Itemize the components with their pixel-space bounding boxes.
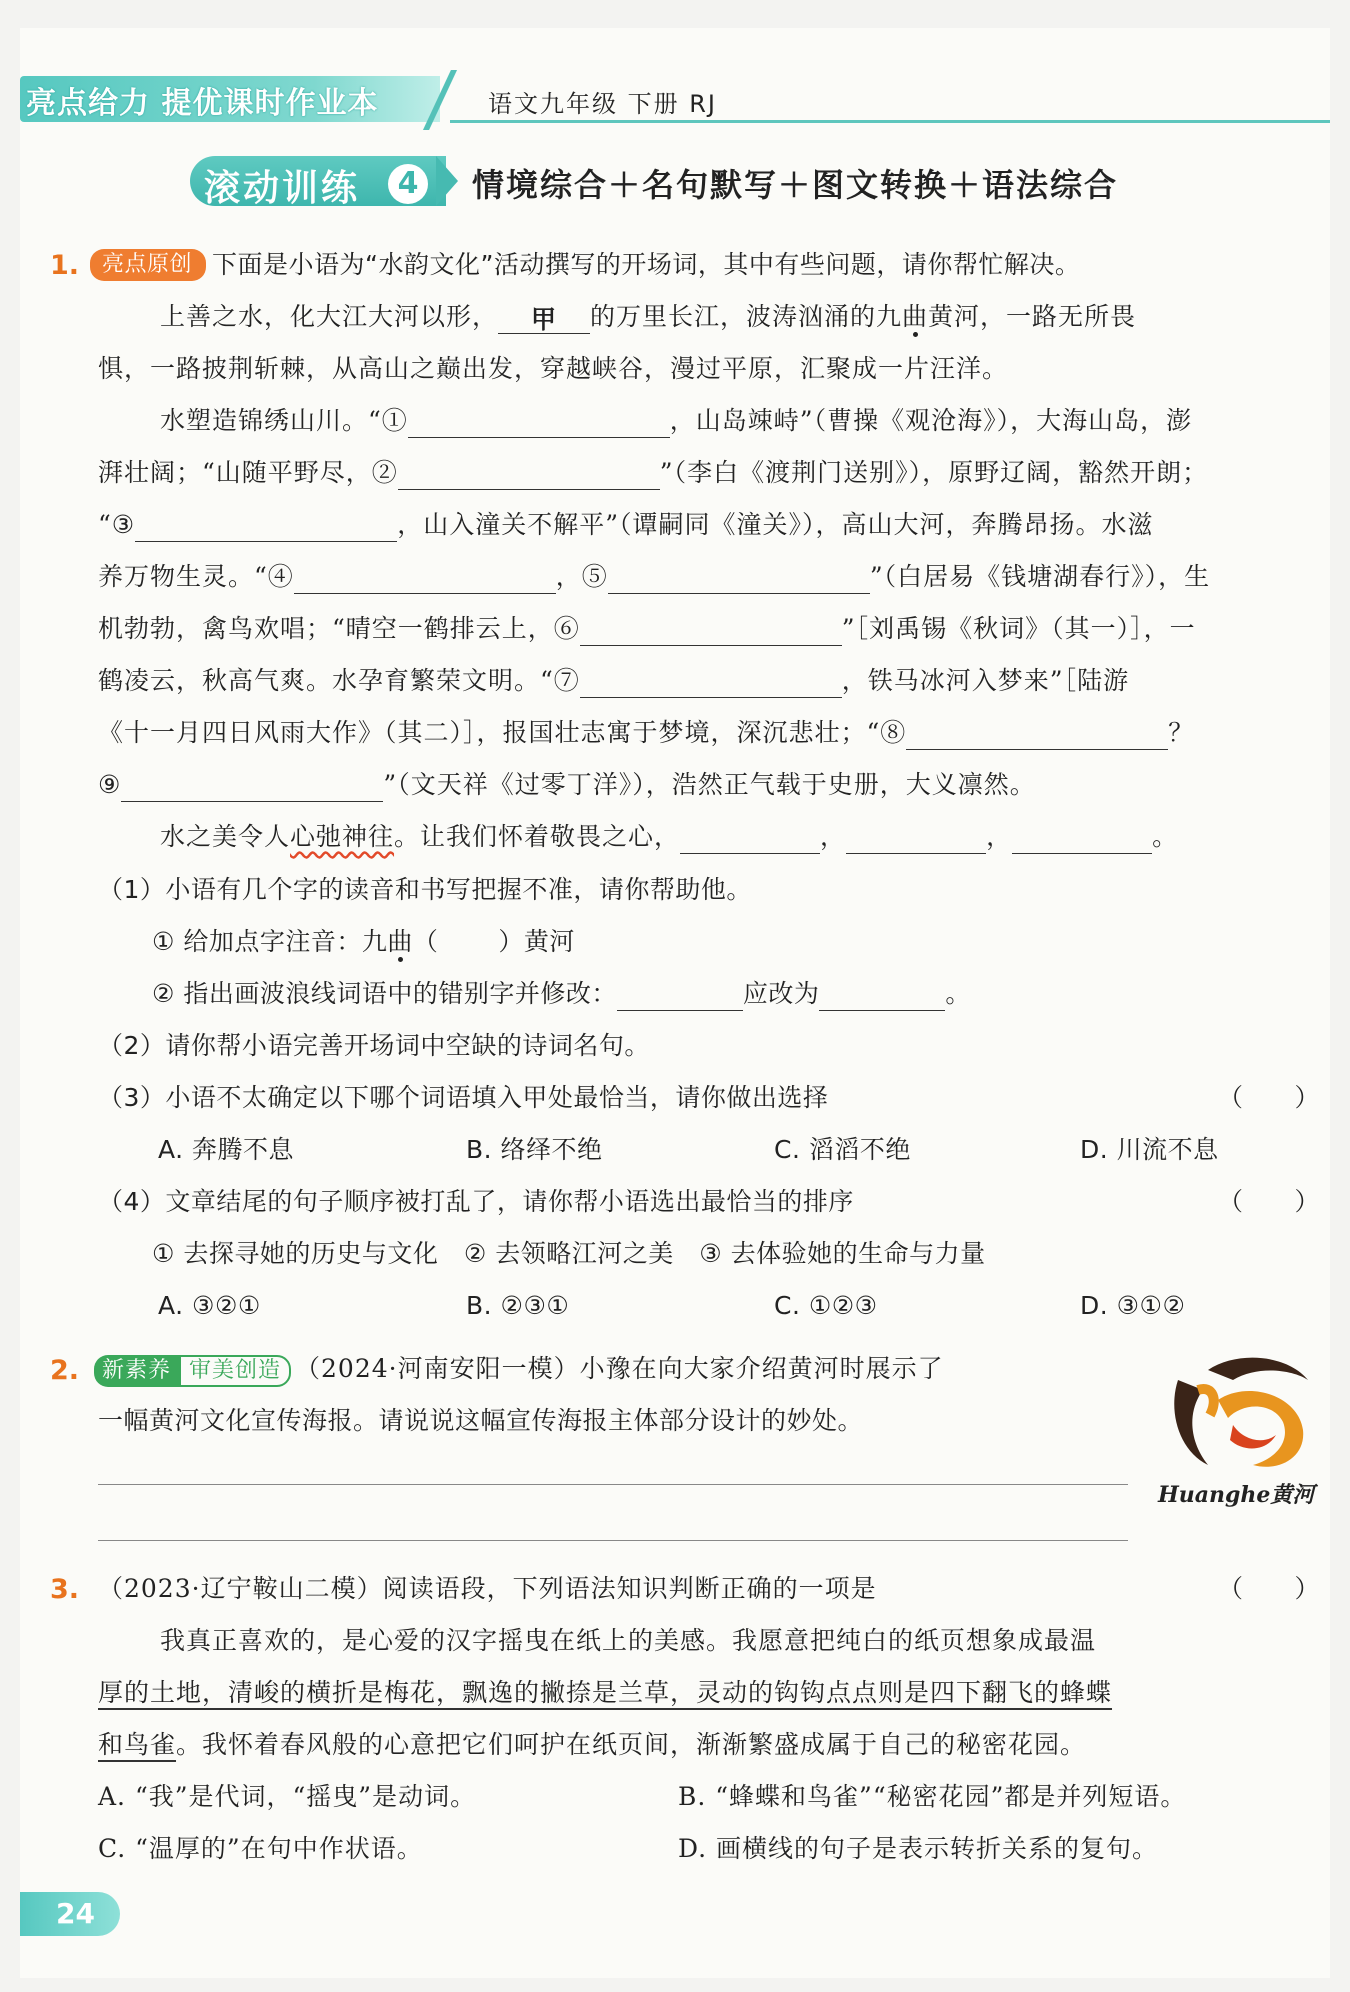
blank-7[interactable] — [580, 667, 842, 698]
q1-tag-original: 亮点原创 — [90, 249, 206, 281]
blank-1[interactable] — [408, 407, 670, 438]
q1-para3 — [160, 820, 1350, 854]
text: ”（白居易《钱塘湖春行》），生 — [869, 562, 1211, 591]
header-brand: 亮点给力 提优课时作业本 — [26, 86, 379, 121]
q1-para2-line4 — [98, 560, 1318, 594]
underlined-text: 和鸟雀 — [98, 1730, 177, 1759]
logo-caption: Huanghe黄河 — [1158, 1482, 1315, 1508]
q1-sub1: （1）小语有几个字的读音和书写把握不准，请你帮助他。 — [98, 875, 752, 904]
text: ，山入潼关不解平”（谭嗣同《潼关》），高山大河，奔腾昂扬。水滋 — [397, 510, 1154, 539]
q2-tag-aesthetic: 审美创造 — [179, 1355, 291, 1387]
huanghe-logo-icon — [1158, 1340, 1330, 1480]
q1-para2-line7 — [98, 716, 1318, 750]
q1-para2-line3 — [98, 508, 1318, 542]
text: 养万物生灵。“④ — [98, 562, 294, 591]
wrong-char-blank[interactable] — [617, 980, 743, 1011]
blank-3[interactable] — [135, 511, 397, 542]
q2-tag-new: 新素养 — [94, 1355, 179, 1387]
correct-char-blank[interactable] — [819, 980, 945, 1011]
blank-jia[interactable] — [498, 303, 590, 334]
blank-end-2[interactable] — [846, 823, 986, 854]
option-b[interactable]: B. 络绎不绝 — [466, 1135, 603, 1164]
blank-8[interactable] — [906, 719, 1168, 750]
q1-sub4: （4）文章结尾的句子顺序被打乱了，请你帮小语选出最恰当的排序 — [98, 1187, 854, 1216]
blank-5[interactable] — [608, 563, 870, 594]
section-title — [190, 152, 1190, 212]
dotted-char-qu: 曲 — [387, 927, 413, 956]
q1-para2-line1 — [160, 404, 1350, 438]
text: 机勃勃，禽鸟欢唱；“晴空一鹤排云上，⑥ — [98, 614, 580, 643]
q1-intro: 下面是小语为“水韵文化”活动撰写的开场词，其中有些问题，请你帮忙解决。 — [212, 250, 1081, 279]
text: 。 — [1152, 822, 1179, 851]
text: ”（文天祥《过零丁洋》），浩然正气载于史册，大义凛然。 — [383, 770, 1036, 799]
q2-line2: 一幅黄河文化宣传海报。请说说这幅宣传海报主体部分设计的妙处。 — [98, 1406, 864, 1435]
text: 。 — [945, 979, 971, 1008]
q1-para1-line1 — [160, 300, 1320, 334]
q1-sub4-answer[interactable]: （ ） — [1217, 1187, 1320, 1216]
text: （ — [412, 927, 439, 956]
q1-intro-line — [90, 248, 1310, 283]
header-rule — [450, 120, 1330, 123]
option-b[interactable]: B. ②③① — [466, 1291, 570, 1320]
text: ”［刘禹锡《秋词》（其一）］，一 — [841, 614, 1196, 643]
q1-para2-line2 — [98, 456, 1318, 490]
text: ， — [820, 822, 847, 851]
option-a[interactable]: A. “我”是代词，“摇曳”是动词。 — [98, 1782, 477, 1811]
text: ，⑤ — [555, 562, 608, 591]
q2-line1 — [94, 1352, 1144, 1387]
q1-para1-line2: 惧，一路披荆斩棘，从高山之巅出发，穿越峡谷，漫过平原，汇聚成一片汪洋。 — [98, 354, 1009, 383]
huanghe-poster-logo — [1158, 1340, 1330, 1520]
text: 湃壮阔；“山随平野尽，② — [98, 458, 398, 487]
option-c[interactable]: C. ①②③ — [774, 1291, 878, 1320]
title-arrow-icon — [436, 156, 458, 206]
option-d[interactable]: D. 川流不息 — [1080, 1135, 1219, 1164]
text: 上善之水，化大江大河以形， — [160, 302, 499, 331]
dotted-char-qu: 曲 — [902, 302, 929, 331]
blank-2[interactable] — [398, 459, 660, 490]
q2-number: 2. — [50, 1355, 80, 1386]
header — [20, 70, 1330, 130]
q3-passage-line2: 厚的土地，清峻的横折是梅花，飘逸的撇捺是兰草，灵动的钩钩点点则是四下翻飞的蜂蝶 — [98, 1678, 1113, 1707]
option-d[interactable]: D. 画横线的句子是表示转折关系的复句。 — [678, 1834, 1159, 1863]
q1-para2-line5 — [98, 612, 1318, 646]
q1-sub1b — [152, 977, 1350, 1011]
q3-stem: （2023·辽宁鞍山二模）阅读语段，下列语法知识判断正确的一项是 — [98, 1574, 877, 1603]
q3-passage-line1: 我真正喜欢的，是心爱的汉字摇曳在纸上的美感。我愿意把纯白的纸页想象成最温 — [160, 1626, 1097, 1655]
text: 的万里长江，波涛汹涌的九 — [590, 302, 903, 331]
text: ）黄河 — [498, 927, 575, 956]
text: 。我怀着春风般的心意把它们呵护在纸页间，渐渐繁盛成属于自己的秘密花园。 — [176, 1730, 1087, 1759]
q3-answer[interactable]: （ ） — [1217, 1574, 1320, 1603]
q1-number: 1. — [50, 250, 80, 281]
text: ，铁马冰河入梦来”［陆游 — [841, 666, 1130, 695]
q3-number: 3. — [50, 1574, 80, 1605]
text: ，山岛竦峙”（曹操《观沧海》），大海山岛，澎 — [669, 406, 1193, 435]
blank-4[interactable] — [294, 563, 556, 594]
q1-para2-line6 — [98, 664, 1318, 698]
text: ”（李白《渡荆门送别》），原野辽阔，豁然开朗； — [659, 458, 1209, 487]
text: 《十一月四日风雨大作》（其二）］，报国壮志寓于梦境，深沉悲壮；“⑧ — [98, 718, 907, 747]
q3-passage-line3 — [98, 1728, 1318, 1762]
q2-answer-line-1[interactable] — [98, 1484, 1128, 1485]
blank-6[interactable] — [580, 615, 842, 646]
q2-answer-line-2[interactable] — [98, 1540, 1128, 1541]
text: ⑨ — [98, 770, 122, 799]
title-text: 情境综合＋名句默写＋图文转换＋语法综合 — [472, 166, 1119, 204]
text: 应改为 — [742, 979, 820, 1008]
text: 黄河，一路无所畏 — [928, 302, 1137, 331]
blank-9[interactable] — [121, 771, 383, 802]
page-number: 24 — [56, 1897, 95, 1930]
q1-sub3-answer[interactable]: （ ） — [1217, 1083, 1320, 1112]
text: 鹤凌云，秋高气爽。水孕育繁荣文明。“⑦ — [98, 666, 580, 695]
text: ① 给加点字注音：九 — [152, 927, 388, 956]
q1-sub1a — [152, 925, 1350, 959]
text: ？ — [1168, 718, 1195, 747]
option-d[interactable]: D. ③①② — [1080, 1291, 1186, 1320]
wavy-phrase: 心弛神往 — [290, 822, 395, 851]
blank-end-3[interactable] — [1012, 823, 1152, 854]
q1-sub4-items: ① 去探寻她的历史与文化 ② 去领略江河之美 ③ 去体验她的生命与力量 — [152, 1239, 986, 1268]
title-number: 4 — [388, 164, 428, 204]
text: ， — [986, 822, 1013, 851]
option-c[interactable]: C. “温厚的”在句中作状语。 — [98, 1834, 423, 1863]
title-label: 滚动训练 — [204, 168, 361, 209]
text: ② 指出画波浪线词语中的错别字并修改： — [152, 979, 617, 1008]
q1-para2-line8 — [98, 768, 1318, 802]
q1-sub2: （2）请你帮小语完善开场词中空缺的诗词名句。 — [98, 1031, 650, 1060]
option-a[interactable]: A. ③②① — [158, 1291, 261, 1320]
blank-jia-label: 甲 — [531, 305, 558, 334]
q1-sub3: （3）小语不太确定以下哪个词语填入甲处最恰当，请你做出选择 — [98, 1083, 829, 1112]
option-c[interactable]: C. 滔滔不绝 — [774, 1135, 911, 1164]
blank-end-1[interactable] — [680, 823, 820, 854]
option-b[interactable]: B. “蜂蝶和鸟雀”“秘密花园”都是并列短语。 — [678, 1782, 1187, 1811]
text: 。让我们怀着敬畏之心， — [394, 822, 681, 851]
text: 水之美令人 — [160, 822, 291, 851]
text: （2024·河南安阳一模）小豫在向大家介绍黄河时展示了 — [295, 1354, 944, 1383]
header-info: 语文九年级 下册 RJ — [488, 90, 718, 118]
text: 水塑造锦绣山川。“① — [160, 406, 408, 435]
text: “③ — [98, 510, 136, 539]
option-a[interactable]: A. 奔腾不息 — [158, 1135, 295, 1164]
